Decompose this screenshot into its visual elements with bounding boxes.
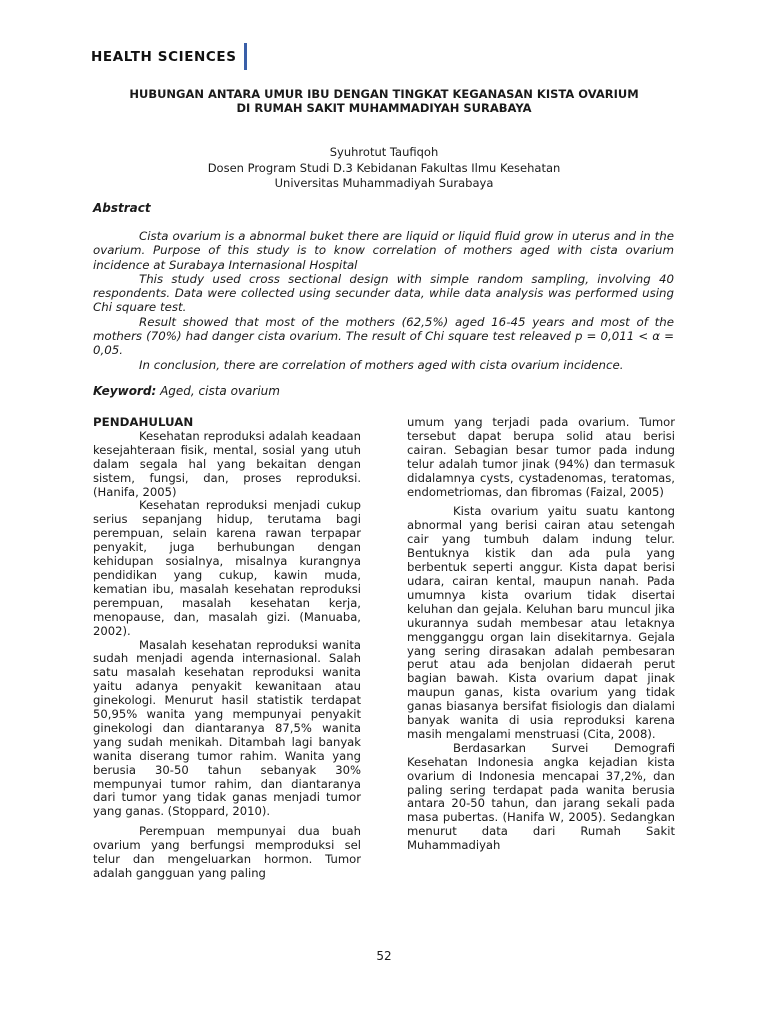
author-block [80,145,688,192]
author-institution: Universitas Muhammadiyah Surabaya [274,176,494,190]
body-paragraph: Kista ovarium yaitu suatu kantong abnormal yang berisi cairan atau setengah cair yang tumbuh dalam indung telur. Bentuknya kistik dan ada pula yang berbentuk seperti anggur. Kista dapat berisi udara, cairan kental, maupun nanah. Pada umumnya kista ovarium tidak disertai keluhan dan gejala. Keluhan baru muncul jika ukurannya sudah membesar atau letaknya mengganggu organ lain disekitarnya. Gejala yang sering dirasakan adalah pembesaran perut atau ada benjolan didaerah perut bagian bawah. Kista ovarium dapat jinak maupun ganas, kista ovarium yang tidak ganas biasanya bersifat fisiologis dan dialami banyak wanita di usia reproduksi karena masih mengalami menstruasi (Cita, 2008). [407,504,675,741]
abstract-paragraph: Result showed that most of the mothers (62,5%) aged 16-45 years and most of the mothers (70%) had danger cista ovarium. The result of Chi square test releaved p = 0,011 < α = 0,05. [93,314,674,358]
abstract-body [93,229,674,372]
abstract-paragraph: This study used cross sectional design with simple random sampling, involving 40 respondents. Data were collected using secunder data, while data analysis was performed using Chi square test. [93,271,674,315]
page-number: 52 [376,949,392,963]
title-line-1: HUBUNGAN ANTARA UMUR IBU DENGAN TINGKAT KEGANASAN KISTA OVARIUM [129,87,639,101]
paper-title [80,87,688,115]
body-column-left [93,416,361,881]
journal-name: HEALTH SCIENCES [91,48,237,65]
body-paragraph: Perempuan mempunyai dua buah ovarium yang berfungsi memproduksi sel telur dan mengeluarkan hormon. Tumor adalah gangguan yang paling [93,824,361,880]
body-paragraph: Kesehatan reproduksi adalah keadaan kesejahteraan fisik, mental, sosial yang utuh dalam segala hal yang bekaitan dengan sistem, fungsi, dan, proses reproduksi. (Hanifa, 2005) [93,428,361,499]
body-paragraph: Masalah kesehatan reproduksi wanita sudah menjadi agenda internasional. Salah satu masalah kesehatan reproduksi wanita yaitu adanya penyakit kewanitaan atau ginekologi. Menurut hasil statistik terdapat 50,95% wanita yang mempunyai penyakit ginekologi dan diantaranya 87,5% wanita yang sudah menikah. Ditambah lagi banyak wanita diserang tumor rahim. Wanita yang berusia 30-50 tahun sebanyak 30% mempunyai tumor rahim, dan diantaranya dari tumor yang tidak ganas menjadi tumor yang ganas. (Stoppard, 2010). [93,637,361,819]
body-column-right [407,416,675,853]
journal-header [91,43,247,70]
section-heading: PENDAHULUAN [93,415,194,429]
author-position: Dosen Program Studi D.3 Kebidanan Fakultas Ilmu Kesehatan [207,160,561,175]
keyword-label: Keyword: [93,384,157,398]
keyword-text: Aged, cista ovarium [160,384,280,398]
abstract-paragraph: Cista ovarium is a abnormal buket there are liquid or liquid fluid grow in uterus and in the ovarium. Purpose of this study is to know correlation of mothers aged with cista ovarium incidence at Surabaya Internasional Hospital [93,229,674,272]
abstract-paragraph: In conclusion, there are correlation of mothers aged with cista ovarium incidence. [139,357,624,372]
author-name: Syuhrotut Taufiqoh [329,145,439,159]
header-accent-bar [244,43,247,70]
keyword-line [93,384,280,398]
body-paragraph: Kesehatan reproduksi menjadi cukup serius sepanjang hidup, terutama bagi perempuan, selain karena rawan terpapar penyakit, juga berhubungan dengan kehidupan sosialnya, misalnya kurangnya pendidikan yang cukup, kawin muda, kematian ibu, masalah kesehatan reproduksi perempuan, masalah kesehatan kerja, menopause, dan, masalah gizi. (Manuaba, 2002). [93,498,361,638]
body-paragraph: Berdasarkan Survei Demografi Kesehatan Indonesia angka kejadian kista ovarium di Indonesia mencapai 37,2%, dan paling sering terdapat pada wanita berusia antara 20-50 tahun, dan jarang sekali pada masa pubertas. (Hanifa W, 2005). Sedangkan menurut data dari Rumah Sakit Muhammadiyah [407,740,675,853]
body-paragraph: umum yang terjadi pada ovarium. Tumor tersebut dapat berupa solid atau berisi cairan. Sebagian besar tumor pada indung telur adalah tumor jinak (94%) dan termasuk didalamnya cysts, cystadenomas, teratomas, endometriomas, dan fibromas (Faizal, 2005) [407,415,675,499]
title-line-2: DI RUMAH SAKIT MUHAMMADIYAH SURABAYA [236,101,532,115]
abstract-heading: Abstract [93,201,151,215]
